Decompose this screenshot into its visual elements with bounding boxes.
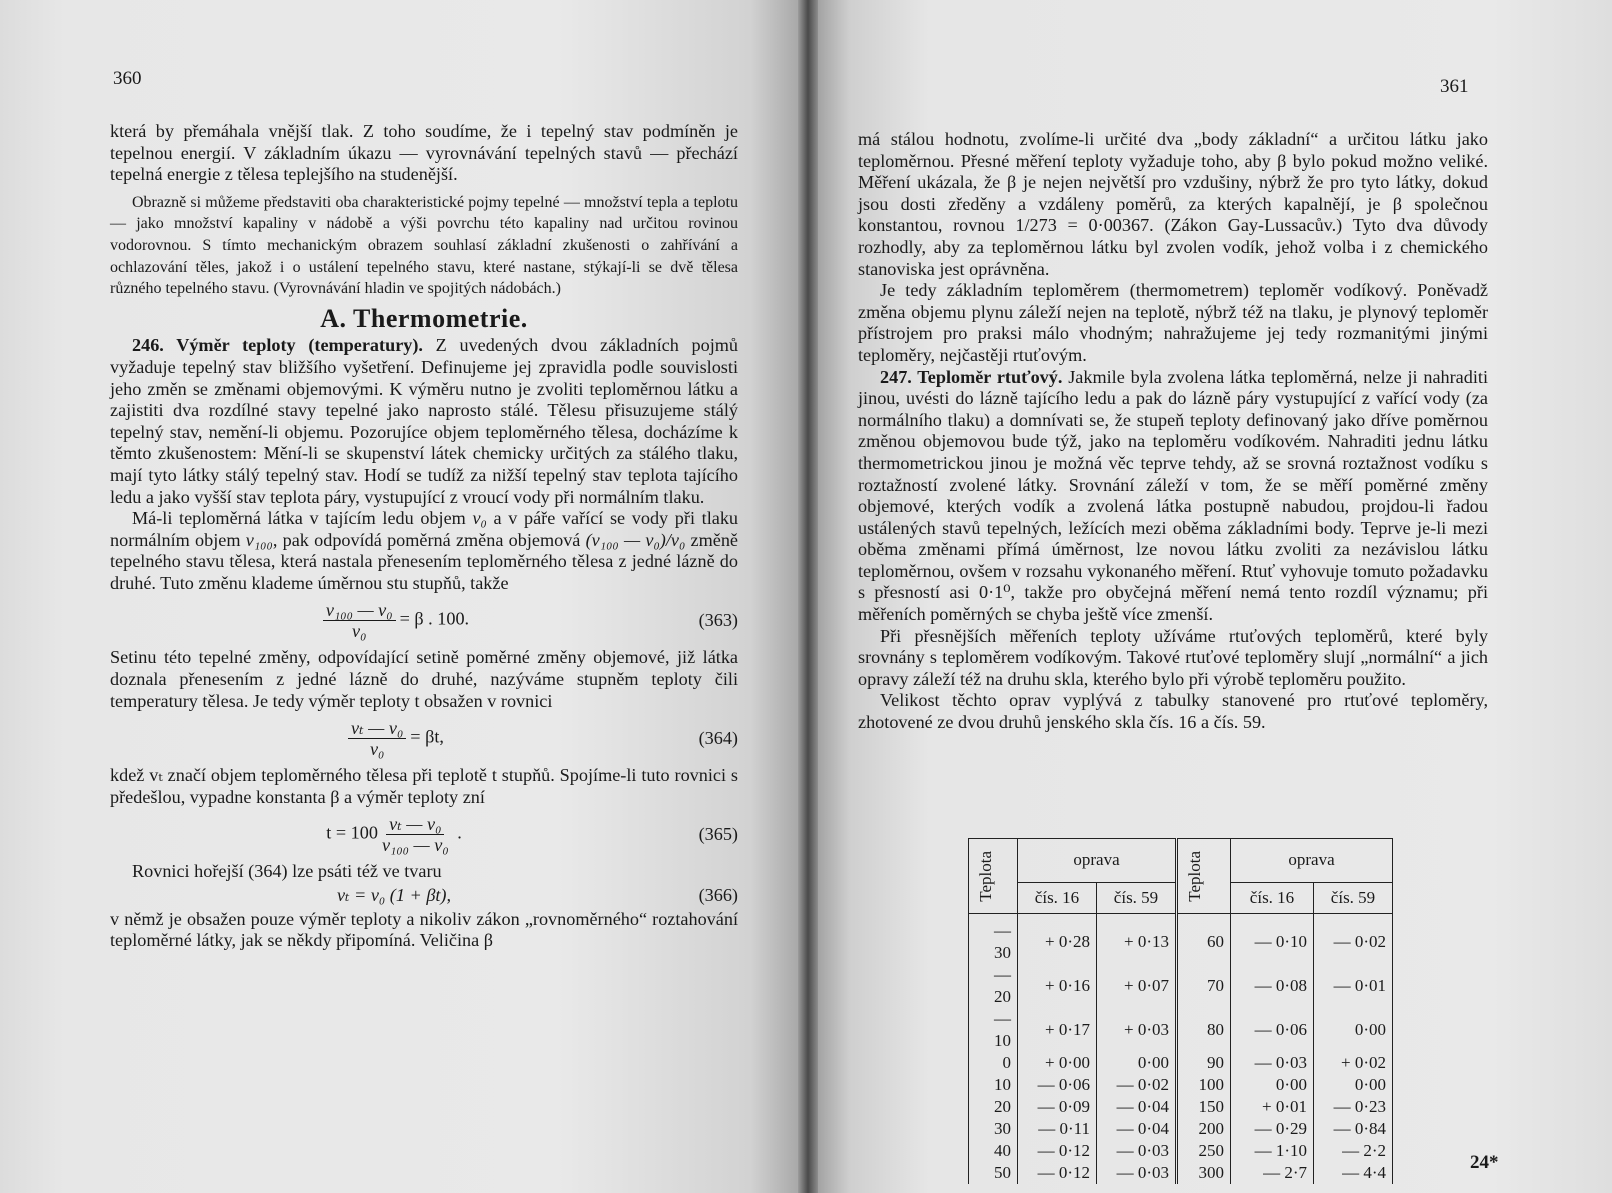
- header-oprava: oprava: [1231, 839, 1393, 883]
- cell-temperature: 60: [1177, 914, 1231, 965]
- table-row: [969, 914, 1393, 965]
- eq364-number: (364): [698, 727, 738, 748]
- paragraph-alt-form: Rovnici hořejší (364) lze psáti též ve tvaru: [132, 861, 442, 882]
- cell-cis-59: — 0·03: [1097, 1162, 1177, 1184]
- cell-temperature: 50: [969, 1162, 1018, 1184]
- text-fragment: Má-li teploměrná látka v tajícím ledu objem: [132, 508, 466, 529]
- cell-cis-16: — 0·29: [1231, 1118, 1314, 1140]
- cell-cis-59: — 0·02: [1314, 914, 1393, 965]
- header-teplota-label: Teplota: [1185, 850, 1204, 902]
- eq363-numerator: v₁₀₀ — v₀: [323, 600, 396, 621]
- cell-temperature: — 20: [969, 964, 1018, 1008]
- table-row: [969, 1052, 1393, 1074]
- signature-mark: 24*: [1470, 1152, 1499, 1173]
- eq365-numerator: vₜ — v₀: [386, 814, 444, 835]
- cell-temperature: — 30: [969, 914, 1018, 965]
- cell-cis-16: + 0·16: [1018, 964, 1097, 1008]
- paragraph-beta: má stálou hodnotu, zvolíme-li určité dva „body základní“ a určitou látku jako teploměrnou. Přesné měření teploty vyžaduje toho, aby β bylo pokud možno veliké. Měření ukázala, že β je nejen největší pro vzdušiny, nýbrž že pro tyto látky, dokud jsou dosti zředěny a vzdáleny poměrů, za kterých kapalnějí, je β společnou konstantou, rovnou 1/273 = 0·00367. (Zákon Gay-Lussacův.) Tyto dva důvody rozhodly, aby za teploměrnou látku byl zvolen vodík, jehož volba i z chemického stanoviska jest oprávněna.: [858, 129, 1488, 279]
- cell-temperature: 200: [1177, 1118, 1231, 1140]
- cell-temperature: 250: [1177, 1140, 1231, 1162]
- cell-cis-59: — 0·84: [1314, 1118, 1393, 1140]
- equation-363: [110, 600, 738, 641]
- paragraph-combine: kdež vₜ značí objem teploměrného tělesa při teplotě t stupňů. Spojíme-li tuto rovnici s předešlou, vypadne konstanta β a výměr teploty zní: [110, 765, 738, 807]
- table-row: [969, 964, 1393, 1008]
- cell-cis-16: — 0·11: [1018, 1118, 1097, 1140]
- cell-cis-16: — 0·08: [1231, 964, 1314, 1008]
- cell-temperature: 30: [969, 1118, 1018, 1140]
- cell-temperature: — 10: [969, 1008, 1018, 1052]
- table-row: [969, 1074, 1393, 1096]
- right-page-body: [858, 129, 1488, 734]
- eq366-number: (366): [698, 885, 738, 906]
- cell-cis-16: + 0·17: [1018, 1008, 1097, 1052]
- cell-cis-59: 0·00: [1314, 1074, 1393, 1096]
- cell-temperature: 70: [1177, 964, 1231, 1008]
- left-page-body: [110, 121, 738, 952]
- symbol-v0: v₀: [472, 508, 487, 529]
- header-cis-16: čís. 16: [1018, 882, 1097, 913]
- header-cis-59: čís. 59: [1314, 882, 1393, 913]
- right-page-number: 361: [1440, 76, 1469, 97]
- cell-cis-59: — 0·03: [1097, 1140, 1177, 1162]
- cell-cis-16: + 0·01: [1231, 1096, 1314, 1118]
- paragraph-volumes: [110, 508, 738, 594]
- paragraph-table-intro: Velikost těchto oprav vyplývá z tabulky stanovené pro rtuťové teploměry, zhotovené ze dvou druhů jenského skla čís. 16 a čís. 59.: [858, 690, 1488, 733]
- paragraph-analogy: Obrazně si můžeme představiti oba charakteristické pojmy tepelné — množství tepla a teplotu — jako množství kapaliny v nádobě a výši povrchu této kapaliny nad určitou rovinou vodorovnou. S tímto mechanickým obrazem souhlasí základní zkušenosti o zahřívání a ochlazování těles, jakož i o ustálení tepelného stavu, které nastane, stýkají-li se dvě tělesa různého tepelného stavu. (Vyrovnávání hladin ve spojitých nádobách.): [110, 193, 738, 298]
- correction-table: [968, 838, 1393, 1184]
- eq363-number: (363): [698, 610, 738, 631]
- table-row: [969, 1118, 1393, 1140]
- symbol-ratio: (v₁₀₀ — v₀)/v₀: [585, 529, 686, 550]
- paragraph-intro: která by přemáhala vnější tlak. Z toho soudíme, že i tepelný stav podmíněn je tepelnou energií. V základním úkazu — vyrovnávání tepelných stavů — přechází tepelná energie z tělesa teplejšího na studenější.: [110, 121, 738, 185]
- cell-temperature: 80: [1177, 1008, 1231, 1052]
- cell-cis-59: — 0·02: [1097, 1074, 1177, 1096]
- symbol-v100: v₁₀₀: [245, 529, 273, 550]
- table-header-row: [969, 839, 1393, 883]
- header-teplota: [1177, 839, 1231, 914]
- left-page-number: 360: [113, 68, 142, 89]
- section-246-paragraph: [110, 335, 738, 508]
- section-246-text: Z uvedených dvou základních pojmů vyžaduje tepelný stav bližšího vyšetření. Definujeme jej zpravidla podle souvislosti jeho změn se změnami objemovými. K výměru nutno je zvoliti teploměrnou látku a zajistiti dva rozdílné stavy tepelné jako naprosto stálé. Tělesu přisuzujeme stálý tepelný stav, nemění-li objemu. Pozorujíce objem teploměrného tělesa, docházíme k těmto zkušenostem: Mění-li se skupenství látek chemicky určitých za stálého tlaku, mají tyto látky stálý tepelný stav. Hodí se tudíž za nižší tepelný stav teplota tajícího ledu a jako vyšší stav teplota páry, vystupující z vroucí vody při normálním tlaku.: [110, 335, 738, 507]
- cell-cis-16: — 1·10: [1231, 1140, 1314, 1162]
- section-247-paragraph: [858, 367, 1488, 626]
- cell-cis-16: — 0·12: [1018, 1162, 1097, 1184]
- equation-365: t = 100 $\frac{\text{vₜ — v₀}}{\text{v₁₀₀ — v₀}}$ . (365): [326, 814, 738, 856]
- paragraph-hydrogen: Je tedy základním teploměrem (thermometrem) teploměr vodíkový. Poněvadž změna objemu plynu záleží nejen na teplotě, nýbrž též na tlaku, je plynový teploměr přístrojem pro praksi málo vhodným; nahražujeme jej tedy rozmanitými jinými teploměry, nejčastěji rtuťovým.: [858, 280, 1488, 365]
- cell-temperature: 20: [969, 1096, 1018, 1118]
- header-cis-59: čís. 59: [1097, 882, 1177, 913]
- text-fragment: změně tepelného stavu tělesa, která nastala přenesením teploměrného tělesa z jedné lázně do druhé. Tuto změnu klademe úměrnou stu stupňů, takže: [110, 529, 739, 593]
- table-row: [969, 1096, 1393, 1118]
- table-row: [969, 1008, 1393, 1052]
- cell-cis-59: + 0·07: [1097, 964, 1177, 1008]
- cell-cis-59: 0·00: [1097, 1052, 1177, 1074]
- header-cis-16: čís. 16: [1231, 882, 1314, 913]
- section-246-title: 246. Výměr teploty (temperatury).: [132, 335, 423, 356]
- cell-cis-16: — 0·09: [1018, 1096, 1097, 1118]
- header-teplota-label: Teplota: [976, 850, 995, 902]
- cell-temperature: 40: [969, 1140, 1018, 1162]
- cell-cis-16: — 0·10: [1231, 914, 1314, 965]
- cell-cis-16: — 0·03: [1231, 1052, 1314, 1074]
- cell-cis-16: — 0·06: [1018, 1074, 1097, 1096]
- cell-cis-59: + 0·13: [1097, 914, 1177, 965]
- eq366-body: vₜ = v₀ (1 + βt),: [336, 885, 452, 906]
- cell-temperature: 300: [1177, 1162, 1231, 1184]
- cell-cis-59: 0·00: [1314, 1008, 1393, 1052]
- eq365-lhs: t = 100: [326, 823, 378, 844]
- cell-cis-59: + 0·02: [1314, 1052, 1393, 1074]
- cell-temperature: 100: [1177, 1074, 1231, 1096]
- section-heading: A. Thermometrie.: [320, 303, 528, 333]
- cell-cis-16: — 2·7: [1231, 1162, 1314, 1184]
- cell-cis-59: — 4·4: [1314, 1162, 1393, 1184]
- eq365-number: (365): [698, 824, 738, 845]
- table-row: [969, 1162, 1393, 1184]
- cell-temperature: 150: [1177, 1096, 1231, 1118]
- paragraph-normal: Při přesnějších měřeních teploty užíváme rtuťových teploměrů, které byly srovnány s teploměrem vodíkovým. Takové rtuťové teploměry slují „normální“ a jich opravy záleží též na druhu skla, kterého bylo při výrobě teploměru použito.: [858, 625, 1488, 689]
- book-gutter: [798, 0, 818, 1193]
- header-teplota: [969, 839, 1018, 914]
- text-fragment: , pak odpovídá poměrná změna objemová: [272, 529, 581, 550]
- cell-cis-16: + 0·00: [1018, 1052, 1097, 1074]
- eq363-denominator: v₀: [352, 621, 367, 642]
- text-fragment: a v páře vařící se vody při tlaku normálním objem: [110, 508, 739, 550]
- cell-cis-16: — 0·06: [1231, 1008, 1314, 1052]
- eq365-denominator: v₁₀₀ — v₀: [381, 835, 449, 856]
- cell-cis-59: — 0·04: [1097, 1118, 1177, 1140]
- cell-temperature: 90: [1177, 1052, 1231, 1074]
- cell-temperature: 0: [969, 1052, 1018, 1074]
- cell-cis-16: — 0·12: [1018, 1140, 1097, 1162]
- section-247-title: 247. Teploměr rtuťový.: [880, 366, 1063, 387]
- cell-cis-59: — 2·2: [1314, 1140, 1393, 1162]
- eq364-rhs: = βt,: [410, 726, 444, 747]
- equation-364: [110, 718, 738, 759]
- eq364-denominator: v₀: [369, 739, 385, 760]
- section-247-text: Jakmile byla zvolena látka teploměrná, nelze ji nahraditi jinou, uvésti do lázně tajícího ledu a pak do lázně páry vystupující z vařící vody (za normálního tlaku) a domnívati se, že stupeň teploty definovaný jako dříve poměrnou změnou objemovou bude týž, jako na teploměru vodíkovém. Nahraditi jednu látku thermometrickou jinou je možná věc teprve tehdy, až se srovná roztažnost vodíku s roztažností zvolené látky. Srovnání záleží v tom, že se měří poměrné změny objemové, kterých vodík a zvolená látka postupně nabudou, projdou-li řadou ustálených stavů tepelných, ležících mezi oběma základními body. Teprve je-li mezi oběma změnami přímá úměrnost, lze novou látku zvoliti za nezávislou látku teploměrnou, ovšem v rozsahu vykonaného měření. Rtuť vyhovuje tomuto požadavku s přesností asi 0·1⁰, takže pro obyčejná měření nemá tento rozdíl významu; při měřeních poměrných se chyba ještě více zmenší.: [858, 366, 1489, 625]
- cell-cis-16: 0·00: [1231, 1074, 1314, 1096]
- cell-cis-59: — 0·01: [1314, 964, 1393, 1008]
- equation-366: [110, 885, 738, 907]
- paragraph-degree: Setinu této tepelné změny, odpovídající setině poměrné změny objemové, již látka doznala přenesením z jedné lázně do druhé, nazýváme stupněm teploty čili temperatury tělesa. Je tedy výměr teploty t obsažen v rovnici: [110, 647, 738, 711]
- eq363-rhs: = β . 100.: [399, 609, 470, 630]
- cell-cis-59: — 0·23: [1314, 1096, 1393, 1118]
- eq364-numerator: vₜ — v₀: [348, 718, 406, 739]
- header-oprava: oprava: [1018, 839, 1177, 883]
- cell-cis-59: — 0·04: [1097, 1096, 1177, 1118]
- left-page: [0, 0, 798, 1193]
- cell-cis-59: + 0·03: [1097, 1008, 1177, 1052]
- right-page: [818, 0, 1612, 1193]
- cell-cis-16: + 0·28: [1018, 914, 1097, 965]
- cell-temperature: 10: [969, 1074, 1018, 1096]
- paragraph-final: v němž je obsažen pouze výměr teploty a nikoliv zákon „rovnoměrného“ roztahování teploměrné látky, jak se někdy připomíná. Veličina β: [110, 908, 738, 951]
- table-row: [969, 1140, 1393, 1162]
